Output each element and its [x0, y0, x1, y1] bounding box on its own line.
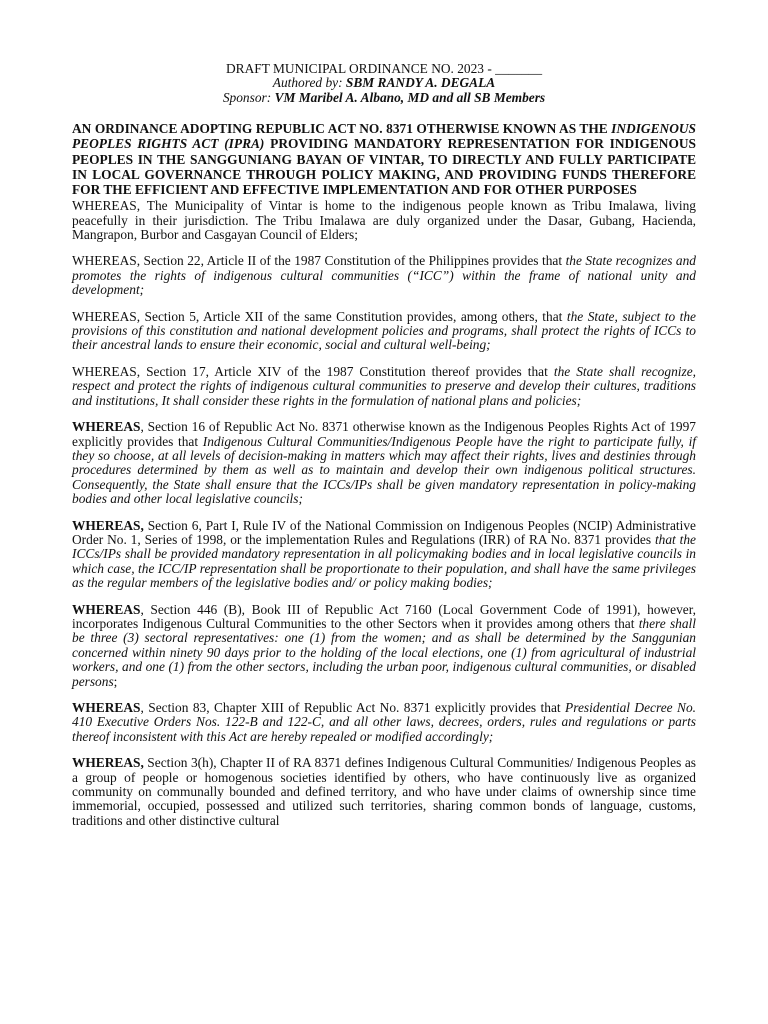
whereas-text: , Section 16 of Republic Act No. 8371 otherwise known as the Indigenous Peoples Rights Act of 1997 explicitly provides that	[72, 419, 696, 449]
whereas-text: Section 3(h), Chapter II of RA 8371 defines Indigenous Cultural Communities/ Indigenous Peoples as a group of people or homogenous societies identified by others, who have continuously live as organized community on communally bounded and defined territory, and who have under claims of ownership since time immemorial, occupied, possessed and utilized such territories, sharing common bonds of language, customs, traditions and other distinctive cultural	[72, 755, 696, 828]
ordinance-number: DRAFT MUNICIPAL ORDINANCE NO. 2023 - _______	[225, 61, 543, 76]
sponsor-prefix: Sponsor:	[222, 89, 275, 105]
whereas-lead: WHEREAS	[72, 198, 137, 214]
sponsor-name: VM Maribel A. Albano, MD and all SB Members	[274, 89, 546, 105]
whereas-text: , Section 446 (B), Book III of Republic Act 7160 (Local Government Code of 1991), however, incorporates Indigenous Cultural Communities to the other Sectors when it provides among others that	[72, 601, 696, 631]
whereas-clause-8	[72, 701, 696, 744]
author-name: SBM RANDY A. DEGALA	[345, 75, 496, 91]
whereas-clause-9	[72, 756, 696, 828]
whereas-quote: that the ICCs/IPs shall be provided mandatory representation in all policymaking bodies and in local legislative councils in which case, the ICC/IP representation shall be proportionate to their population, and shall have the same privileges as the regular members of the legislative bodies and/ or policy making bodies;	[72, 531, 697, 591]
whereas-text: Section 6, Part I, Rule IV of the National Commission on Indigenous Peoples (NCIP) Administrative Order No. 1, Series of 1998, or the implementation Rules and Regulations (IRR) of RA No. 8371 provides	[72, 517, 696, 547]
title-act-name: INDIGENOUS PEOPLES RIGHTS ACT (IPRA)	[72, 121, 696, 152]
whereas-clause-1	[72, 199, 696, 242]
whereas-clause-6	[72, 519, 696, 591]
whereas-text: , Section 17, Article XIV of the 1987 Constitution thereof provides that	[136, 363, 554, 379]
title-part-3: PROVIDING MANDATORY REPRESENTATION FOR INDIGENOUS PEOPLES IN THE SANGGUNIANG BAYAN OF VINTAR, TO DIRECTLY AND FULLY PARTICIPATE IN LOCAL GOVERNANCE THROUGH POLICY MAKING, AND PROVIDING FUNDS THEREFORE FOR THE EFFICIENT AND EFFECTIVE IMPLEMENTATION AND FOR OTHER PURPOSES	[72, 136, 696, 198]
whereas-lead: WHEREAS	[72, 308, 137, 324]
whereas-quote: Presidential Decree No. 410 Executive Orders Nos. 122-B and 122-C, and all other laws, decrees, orders, rules and regulations or parts thereof inconsistent with this Act are hereby repealed or modified accordingly;	[72, 700, 696, 744]
ordinance-page	[72, 62, 696, 828]
whereas-lead: WHEREAS,	[72, 755, 144, 771]
whereas-lead: WHEREAS	[72, 363, 137, 379]
ordinance-title	[72, 121, 696, 197]
author-prefix: Authored by:	[272, 75, 346, 91]
author-line	[72, 76, 696, 90]
whereas-clause-5	[72, 420, 696, 506]
whereas-quote: the State shall recognize, respect and protect the rights of indigenous cultural communities to preserve and develop their cultures, traditions and institutions, It shall consider these rights in the formulation of national plans and policies;	[72, 363, 696, 408]
whereas-text: , Section 83, Chapter XIII of Republic Act No. 8371 explicitly provides that	[140, 700, 566, 716]
whereas-quote: Indigenous Cultural Communities/Indigenous People have the right to participate fully, if they so choose, at all levels of decision-making in matters which may affect their rights, lives and destinies through procedures determined by them as well as to maintain and develop their own indigenous political structures. Consequently, the State shall ensure that the ICCs/IPs shall be given mandatory representation in policy-making bodies and other local legislative councils;	[72, 433, 697, 507]
whereas-lead: WHEREAS	[72, 700, 141, 716]
whereas-lead: WHEREAS,	[72, 517, 144, 533]
whereas-text: , The Municipality of Vintar is home to the indigenous people known as Tribu Imalawa, living peacefully in their jurisdiction. The Tribu Imalawa are duly organized under the Dasar, Gubang, Hacienda, Mangrapon, Burbor and Casgayan Council of Elders;	[72, 198, 696, 243]
whereas-quote: there shall be three (3) sectoral representatives: one (1) from the women; and as shall be determined by the Sanggunian concerned within ninety 90 days prior to the holding of the local elections, one (1) from agricultural of industrial workers, and one (1) from the other sectors, including the urban poor, indigenous cultural communities, or disabled persons	[72, 615, 696, 689]
whereas-clause-4	[72, 365, 696, 408]
whereas-quote: the State recognizes and promotes the rights of indigenous cultural communities (“ICC”) within the frame of national unity and development;	[72, 253, 696, 298]
whereas-quote: the State, subject to the provisions of this constitution and national development policies and programs, shall protect the rights of ICCs to their ancestral lands to ensure their economic, social and cultural well-being;	[72, 308, 696, 353]
whereas-clause-3	[72, 310, 696, 353]
whereas-lead: WHEREAS	[72, 601, 141, 617]
sponsor-line	[72, 91, 696, 105]
whereas-lead: WHEREAS	[72, 419, 141, 435]
whereas-text: , Section 5, Article XII of the same Constitution provides, among others, that	[136, 308, 567, 324]
whereas-text: , Section 22, Article II of the 1987 Constitution of the Philippines provides that	[136, 253, 566, 269]
title-part-1: AN ORDINANCE ADOPTING REPUBLIC ACT NO. 8371 OTHERWISE KNOWN AS THE	[72, 121, 612, 137]
whereas-lead: WHEREAS	[72, 253, 137, 269]
whereas-tail: ;	[113, 673, 118, 689]
whereas-clause-2	[72, 254, 696, 297]
whereas-clause-7	[72, 603, 696, 689]
